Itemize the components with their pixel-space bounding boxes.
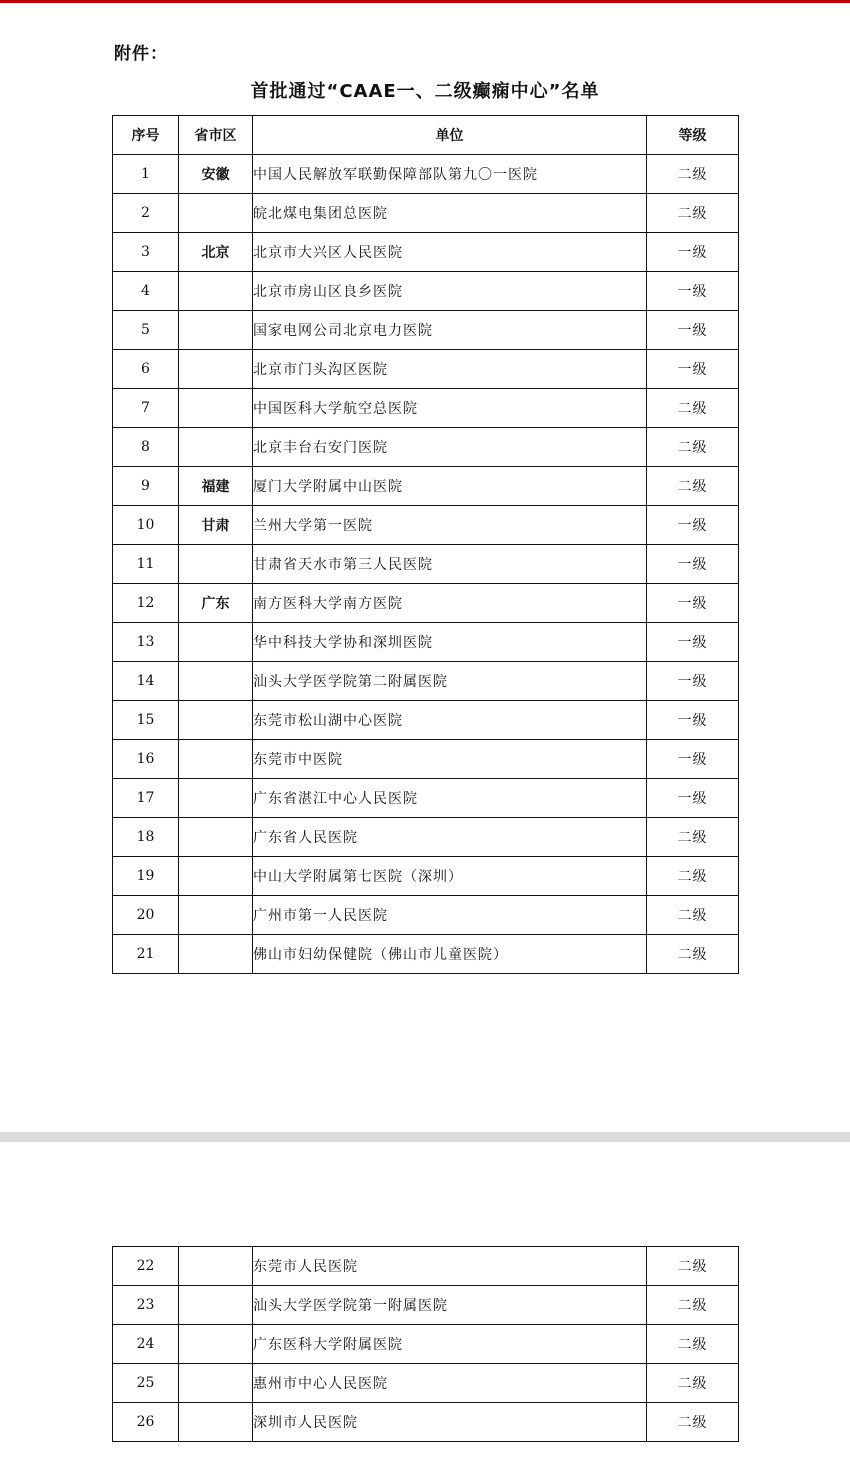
table-row — [113, 779, 739, 818]
cell-grade: 一级 — [647, 623, 739, 662]
table-row — [113, 467, 739, 506]
document-page-1 — [0, 3, 850, 1132]
table-row — [113, 896, 739, 935]
attachment-label: 附件： — [114, 44, 168, 64]
table-row — [113, 623, 739, 662]
cell-province — [179, 818, 253, 857]
cell-unit: 南方医科大学南方医院 — [253, 584, 647, 623]
cell-grade: 一级 — [647, 584, 739, 623]
cell-no: 22 — [113, 1247, 179, 1286]
cell-no: 25 — [113, 1364, 179, 1403]
cell-grade: 二级 — [647, 389, 739, 428]
cell-unit: 惠州市中心人民医院 — [253, 1364, 647, 1403]
cell-province — [179, 935, 253, 974]
cell-unit: 东莞市人民医院 — [253, 1247, 647, 1286]
cell-unit: 北京丰台右安门医院 — [253, 428, 647, 467]
cell-grade: 一级 — [647, 545, 739, 584]
cell-grade: 一级 — [647, 740, 739, 779]
cell-no: 16 — [113, 740, 179, 779]
cell-grade: 一级 — [647, 701, 739, 740]
cell-no: 12 — [113, 584, 179, 623]
cell-province — [179, 1403, 253, 1442]
cell-province — [179, 1325, 253, 1364]
cell-province — [179, 1364, 253, 1403]
table-row — [113, 857, 739, 896]
cell-province — [179, 701, 253, 740]
page-separator — [0, 1132, 850, 1142]
table-row — [113, 1364, 739, 1403]
cell-grade: 二级 — [647, 467, 739, 506]
cell-grade: 二级 — [647, 1247, 739, 1286]
cell-unit: 皖北煤电集团总医院 — [253, 194, 647, 233]
table-row — [113, 194, 739, 233]
cell-unit: 东莞市松山湖中心医院 — [253, 701, 647, 740]
cell-grade: 一级 — [647, 272, 739, 311]
cell-no: 10 — [113, 506, 179, 545]
table-row — [113, 584, 739, 623]
table-row — [113, 350, 739, 389]
cell-no: 5 — [113, 311, 179, 350]
cell-province — [179, 311, 253, 350]
cell-grade: 一级 — [647, 311, 739, 350]
column-header-no: 序号 — [113, 116, 179, 155]
cell-grade: 二级 — [647, 896, 739, 935]
table-row — [113, 428, 739, 467]
column-header-unit: 单位 — [253, 116, 647, 155]
cell-grade: 二级 — [647, 155, 739, 194]
cell-unit: 中国人民解放军联勤保障部队第九〇一医院 — [253, 155, 647, 194]
cell-unit: 广东省湛江中心人民医院 — [253, 779, 647, 818]
table-row — [113, 233, 739, 272]
table-row — [113, 506, 739, 545]
cell-unit: 国家电网公司北京电力医院 — [253, 311, 647, 350]
cell-province — [179, 779, 253, 818]
table-row — [113, 1325, 739, 1364]
cell-unit: 兰州大学第一医院 — [253, 506, 647, 545]
cell-no: 9 — [113, 467, 179, 506]
cell-no: 4 — [113, 272, 179, 311]
cell-province — [179, 545, 253, 584]
cell-grade: 二级 — [647, 818, 739, 857]
cell-unit: 北京市房山区良乡医院 — [253, 272, 647, 311]
table-row — [113, 1286, 739, 1325]
cell-no: 15 — [113, 701, 179, 740]
cell-province: 安徽 — [179, 155, 253, 194]
table-row — [113, 701, 739, 740]
cell-no: 1 — [113, 155, 179, 194]
cell-no: 2 — [113, 194, 179, 233]
cell-grade: 二级 — [647, 1286, 739, 1325]
cell-unit: 佛山市妇幼保健院（佛山市儿童医院） — [253, 935, 647, 974]
cell-unit: 中山大学附属第七医院（深圳） — [253, 857, 647, 896]
cell-no: 13 — [113, 623, 179, 662]
cell-grade: 二级 — [647, 428, 739, 467]
cell-grade: 二级 — [647, 1364, 739, 1403]
cell-unit: 北京市大兴区人民医院 — [253, 233, 647, 272]
table-row — [113, 545, 739, 584]
cell-grade: 一级 — [647, 350, 739, 389]
cell-no: 17 — [113, 779, 179, 818]
table-row — [113, 818, 739, 857]
cell-no: 21 — [113, 935, 179, 974]
cell-province — [179, 896, 253, 935]
hospital-list-table — [112, 115, 739, 974]
hospital-list-table-continued — [112, 1246, 739, 1442]
table-row — [113, 311, 739, 350]
cell-grade: 一级 — [647, 662, 739, 701]
table-row — [113, 935, 739, 974]
cell-no: 26 — [113, 1403, 179, 1442]
cell-unit: 中国医科大学航空总医院 — [253, 389, 647, 428]
cell-unit: 北京市门头沟区医院 — [253, 350, 647, 389]
table-row — [113, 272, 739, 311]
cell-province: 甘肃 — [179, 506, 253, 545]
cell-no: 8 — [113, 428, 179, 467]
cell-no: 7 — [113, 389, 179, 428]
table-row — [113, 155, 739, 194]
table-header-row — [113, 116, 739, 155]
cell-no: 24 — [113, 1325, 179, 1364]
cell-province — [179, 1286, 253, 1325]
table-row — [113, 1403, 739, 1442]
cell-grade: 二级 — [647, 194, 739, 233]
table-row — [113, 389, 739, 428]
cell-no: 23 — [113, 1286, 179, 1325]
cell-province: 北京 — [179, 233, 253, 272]
table-body-page-1 — [113, 155, 739, 974]
cell-province — [179, 272, 253, 311]
cell-province — [179, 857, 253, 896]
cell-grade: 一级 — [647, 779, 739, 818]
column-header-grade: 等级 — [647, 116, 739, 155]
cell-grade: 二级 — [647, 935, 739, 974]
cell-province — [179, 623, 253, 662]
cell-province: 广东 — [179, 584, 253, 623]
cell-grade: 二级 — [647, 857, 739, 896]
cell-province — [179, 389, 253, 428]
cell-no: 20 — [113, 896, 179, 935]
cell-grade: 二级 — [647, 1325, 739, 1364]
cell-unit: 广东省人民医院 — [253, 818, 647, 857]
cell-province — [179, 662, 253, 701]
cell-unit: 汕头大学医学院第一附属医院 — [253, 1286, 647, 1325]
cell-province — [179, 194, 253, 233]
cell-no: 19 — [113, 857, 179, 896]
cell-unit: 广东医科大学附属医院 — [253, 1325, 647, 1364]
table-row — [113, 740, 739, 779]
cell-province — [179, 350, 253, 389]
cell-grade: 一级 — [647, 233, 739, 272]
cell-grade: 一级 — [647, 506, 739, 545]
cell-no: 18 — [113, 818, 179, 857]
document-title: 首批通过“CAAE一、二级癫痫中心”名单 — [250, 81, 600, 102]
cell-province — [179, 740, 253, 779]
cell-no: 6 — [113, 350, 179, 389]
document-page-2 — [0, 1142, 850, 1458]
cell-unit: 厦门大学附属中山医院 — [253, 467, 647, 506]
cell-province — [179, 428, 253, 467]
cell-unit: 华中科技大学协和深圳医院 — [253, 623, 647, 662]
cell-unit: 深圳市人民医院 — [253, 1403, 647, 1442]
cell-no: 14 — [113, 662, 179, 701]
cell-unit: 汕头大学医学院第二附属医院 — [253, 662, 647, 701]
cell-unit: 甘肃省天水市第三人民医院 — [253, 545, 647, 584]
cell-no: 3 — [113, 233, 179, 272]
cell-province: 福建 — [179, 467, 253, 506]
table-row — [113, 662, 739, 701]
column-header-province: 省市区 — [179, 116, 253, 155]
cell-unit: 东莞市中医院 — [253, 740, 647, 779]
table-row — [113, 1247, 739, 1286]
cell-unit: 广州市第一人民医院 — [253, 896, 647, 935]
cell-grade: 二级 — [647, 1403, 739, 1442]
cell-province — [179, 1247, 253, 1286]
table-body-page-2 — [113, 1247, 739, 1442]
cell-no: 11 — [113, 545, 179, 584]
